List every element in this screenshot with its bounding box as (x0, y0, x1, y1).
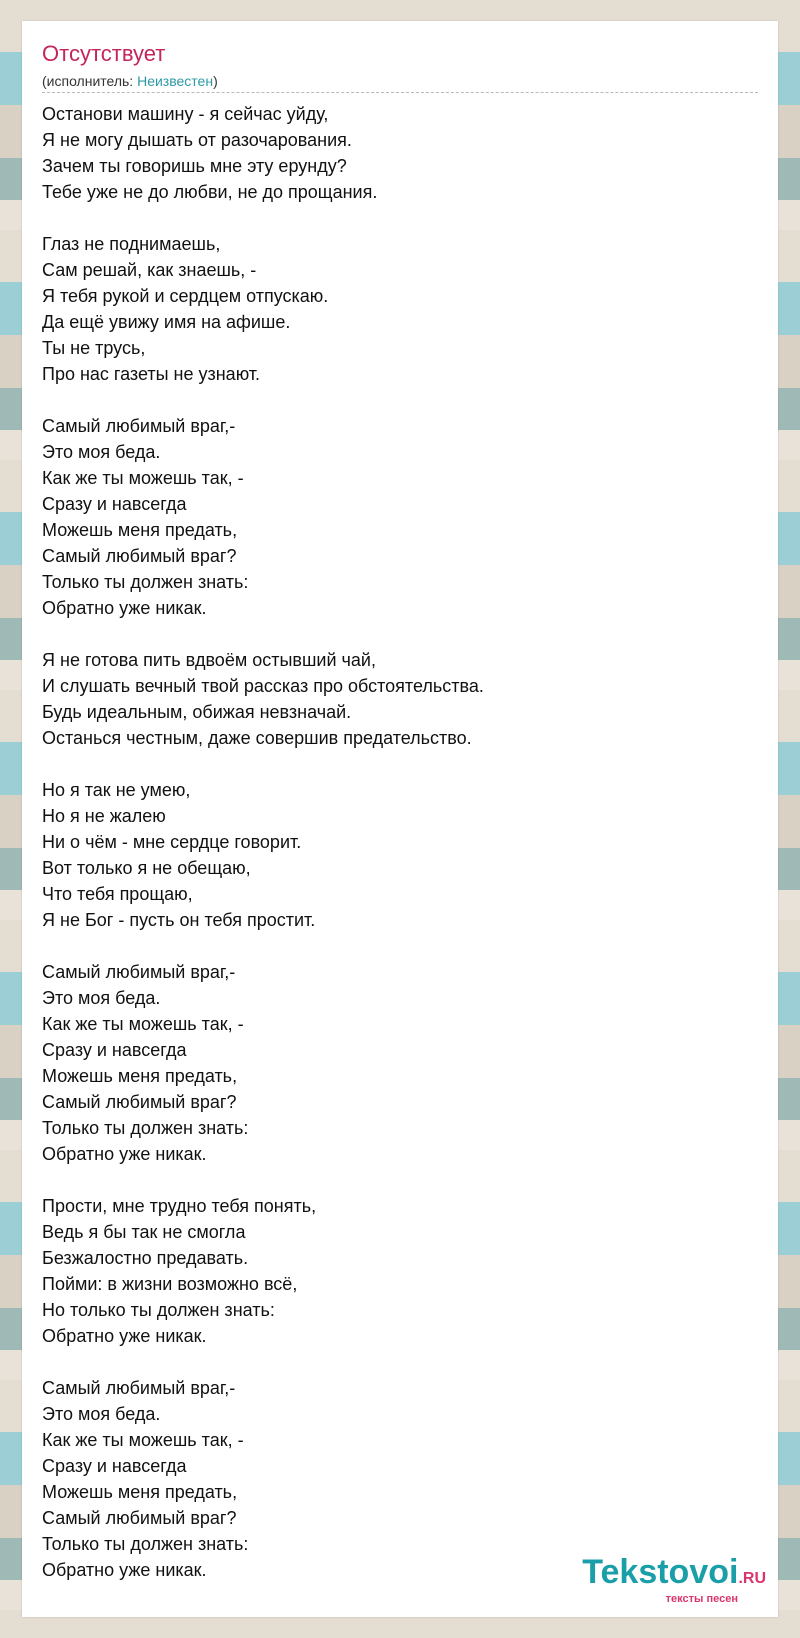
lyrics-line: Останься честным, даже совершив предательство. (42, 728, 472, 748)
lyrics-line: Можешь меня предать, (42, 1066, 238, 1086)
lyrics-line: Самый любимый враг,- (42, 416, 236, 436)
artist-line (42, 72, 218, 90)
lyrics-line: Самый любимый враг? (42, 546, 237, 566)
lyrics-line: Ведь я бы так не смогла (42, 1222, 246, 1242)
lyrics-line: Обратно уже никак. (42, 1560, 207, 1580)
song-title: Отсутствует (42, 41, 166, 66)
artist-prefix: (исполнитель: (42, 73, 138, 89)
lyrics-line: Ни о чём - мне сердце говорит. (42, 832, 302, 852)
lyrics-line: Зачем ты говоришь мне эту ерунду? (42, 156, 347, 176)
lyrics-line: Но я так не умею, (42, 780, 191, 800)
lyrics-stanza (42, 413, 742, 621)
lyrics-stanza (42, 101, 742, 205)
lyrics-line: Тебе уже не до любви, не до прощания. (42, 182, 378, 202)
lyrics-line: Как же ты можешь так, - (42, 468, 244, 488)
lyrics-line: Я не Бог - пусть он тебя простит. (42, 910, 316, 930)
lyrics-line: Сам решай, как знаешь, - (42, 260, 257, 280)
lyrics-line: Да ещё увижу имя на афише. (42, 312, 291, 332)
lyrics-line: Только ты должен знать: (42, 1118, 249, 1138)
artist-link[interactable]: Неизвестен (137, 73, 214, 89)
lyrics-line: Ты не трусь, (42, 338, 146, 358)
lyrics-line: Пойми: в жизни возможно всё, (42, 1274, 298, 1294)
lyrics-line: Как же ты можешь так, - (42, 1430, 244, 1450)
lyrics-line: Обратно уже никак. (42, 1326, 207, 1346)
lyrics-line: Только ты должен знать: (42, 1534, 249, 1554)
lyrics-line: Безжалостно предавать. (42, 1248, 249, 1268)
lyrics-line: Прости, мне трудно тебя понять, (42, 1196, 317, 1216)
logo-tld: .RU (738, 1570, 766, 1587)
lyrics-stanza (42, 777, 742, 933)
lyrics-stanza (42, 231, 742, 387)
lyrics-line: Я тебя рукой и сердцем отпускаю. (42, 286, 329, 306)
lyrics-line: Это моя беда. (42, 442, 161, 462)
lyrics-line: Обратно уже никак. (42, 598, 207, 618)
lyrics-line: Будь идеальным, обижая невзначай. (42, 702, 352, 722)
lyrics-line: Как же ты можешь так, - (42, 1014, 244, 1034)
lyrics-line: Но только ты должен знать: (42, 1300, 275, 1320)
lyrics-line: Сразу и навсегда (42, 1456, 187, 1476)
lyrics-line: Самый любимый враг? (42, 1508, 237, 1528)
lyrics-stanza (42, 1375, 742, 1583)
lyrics-line: И слушать вечный твой рассказ про обстоятельства. (42, 676, 484, 696)
lyrics-stanza (42, 1193, 742, 1349)
lyrics-line: Останови машину - я сейчас уйду, (42, 104, 329, 124)
lyrics-line: Я не могу дышать от разочарования. (42, 130, 352, 150)
lyrics-line: Что тебя прощаю, (42, 884, 193, 904)
lyrics-line: Самый любимый враг,- (42, 1378, 236, 1398)
lyrics-line: Сразу и навсегда (42, 1040, 187, 1060)
lyrics-stanza (42, 959, 742, 1167)
lyrics-line: Это моя беда. (42, 1404, 161, 1424)
lyrics-line: Вот только я не обещаю, (42, 858, 251, 878)
lyrics-line: Но я не жалею (42, 806, 166, 826)
logo-main-text: Tekstovoi (582, 1553, 739, 1591)
lyrics-line: Можешь меня предать, (42, 520, 238, 540)
lyrics-line: Про нас газеты не узнают. (42, 364, 261, 384)
lyrics-line: Только ты должен знать: (42, 572, 249, 592)
lyrics-line: Сразу и навсегда (42, 494, 187, 514)
lyrics-line: Самый любимый враг? (42, 1092, 237, 1112)
lyrics-line: Самый любимый враг,- (42, 962, 236, 982)
lyrics-line: Я не готова пить вдвоём остывший чай, (42, 650, 376, 670)
logo-tagline: тексты песен (665, 1593, 738, 1605)
site-logo[interactable] (582, 1555, 766, 1605)
logo-wordmark (582, 1555, 766, 1596)
lyrics-line: Можешь меня предать, (42, 1482, 238, 1502)
lyrics-card (22, 21, 778, 1617)
artist-suffix: ) (213, 73, 218, 89)
lyrics-body (42, 101, 742, 1609)
lyrics-line: Глаз не поднимаешь, (42, 234, 221, 254)
title-divider (42, 92, 758, 93)
lyrics-line: Обратно уже никак. (42, 1144, 207, 1164)
lyrics-line: Это моя беда. (42, 988, 161, 1008)
lyrics-stanza (42, 647, 742, 751)
